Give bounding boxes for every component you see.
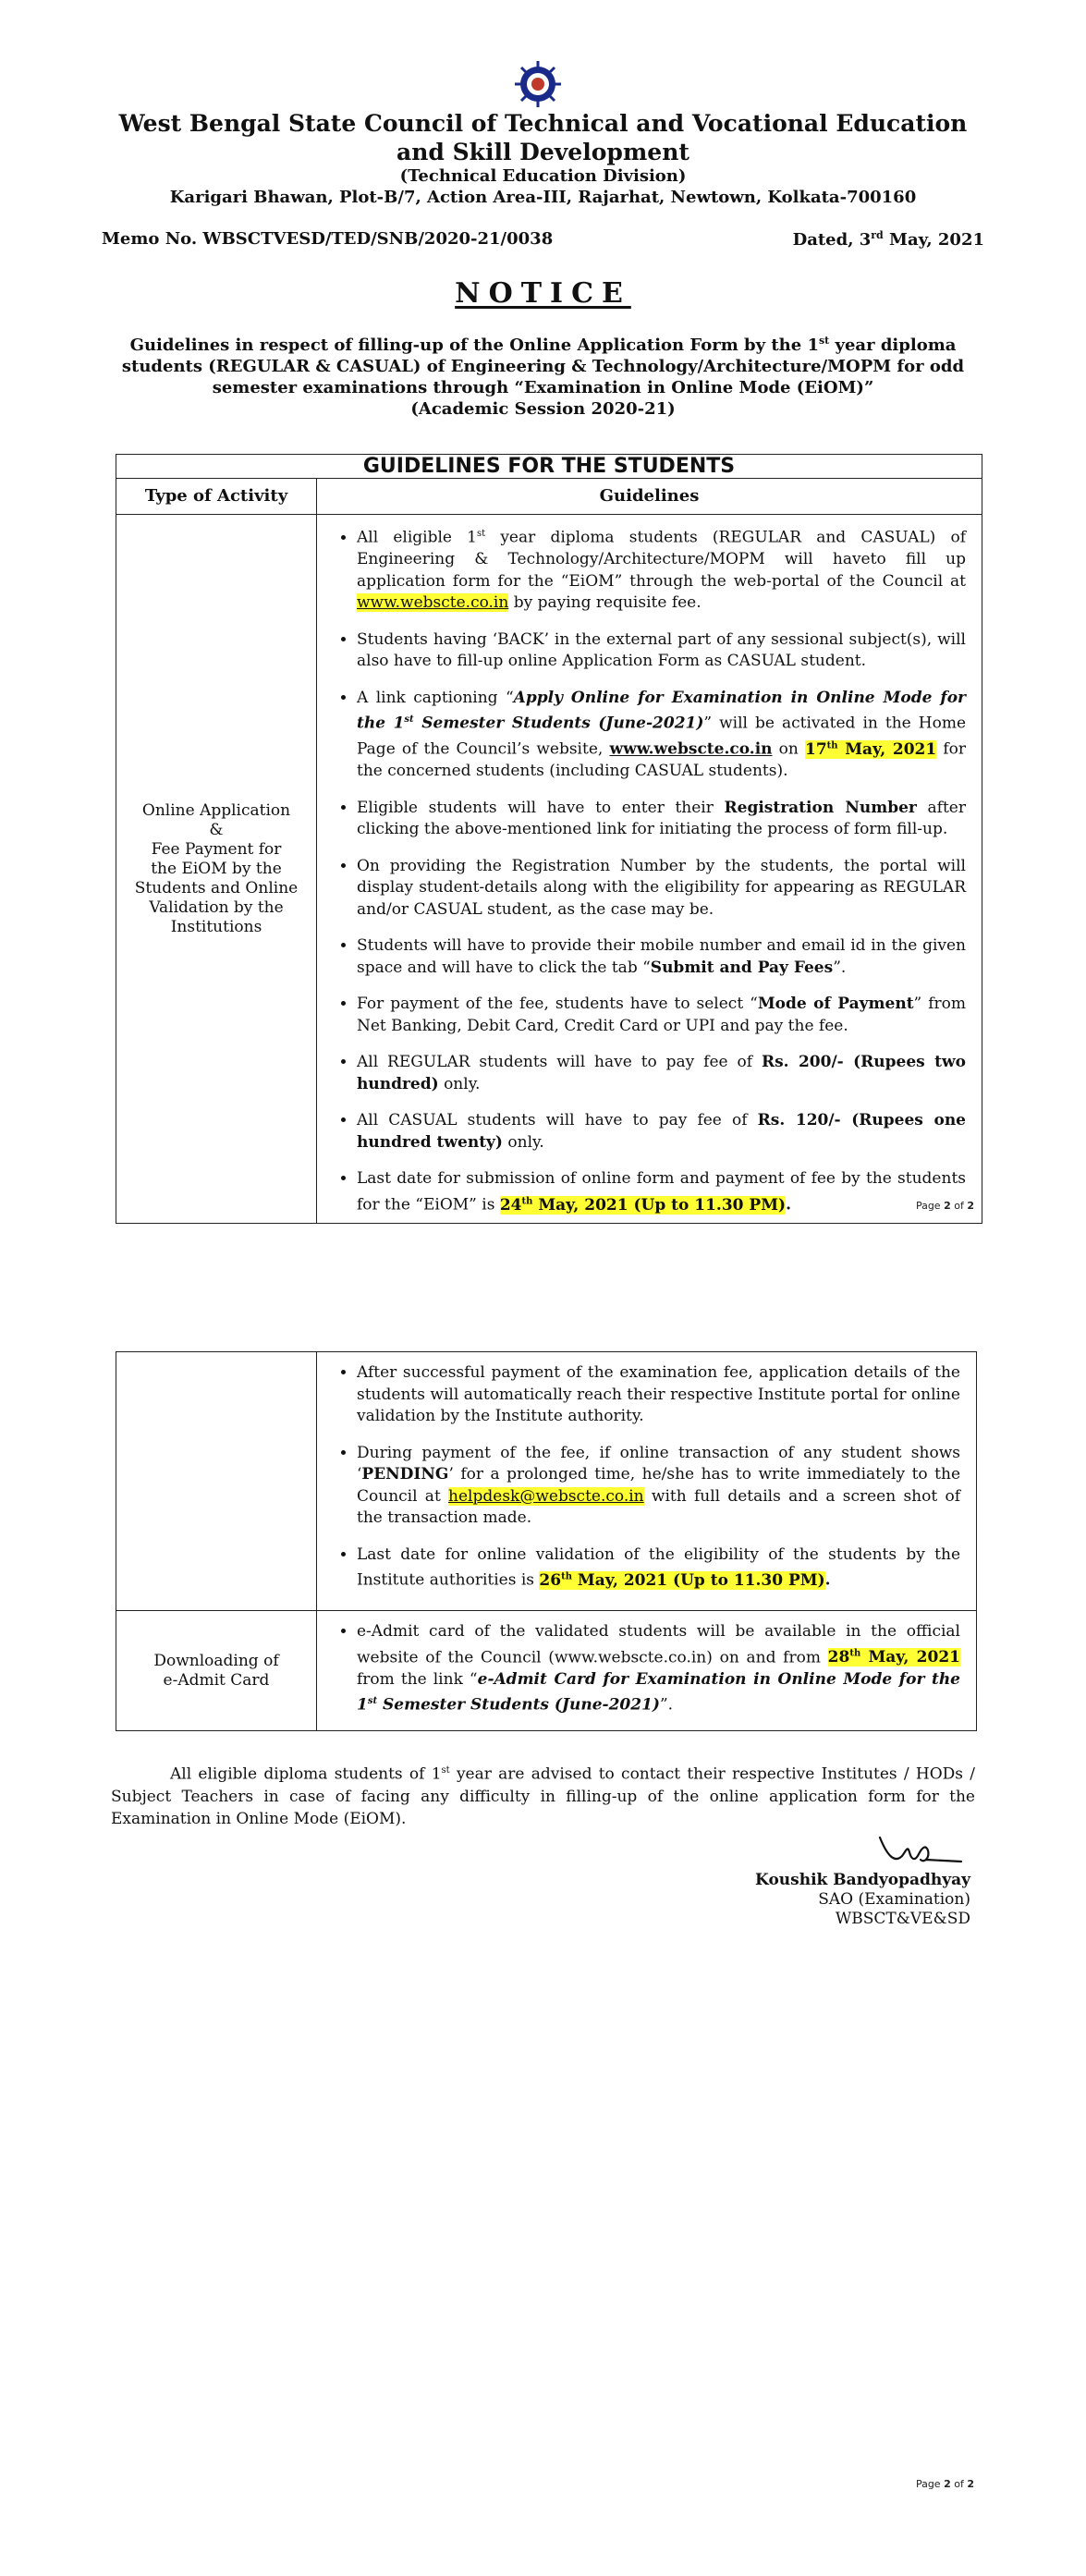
advice-paragraph: All eligible diploma students of 1st year are advised to contact their respective Institutes / HODs / Subject Teachers in case of facing any difficulty in filling-up of the online application form for the Examination in Online Mode (EiOM). [111, 1764, 975, 1828]
guideline-item: • Last date for online validation of the eligibility of the students by the Institute authorities is 26th May, 2021 (Up to 11.30 PM). [357, 1544, 960, 1593]
page-number: Page 2 of 2 [915, 1200, 974, 1212]
activity-empty-cell [116, 1352, 317, 1611]
guideline-item: • On providing the Registration Number by the students, the portal will display student-details along with the eligibility for appearing as REGULAR and/or CASUAL student, as the case may be. [357, 856, 966, 922]
memo-date: Dated, 3rd May, 2021 [792, 229, 984, 250]
col-header-guidelines: Guidelines [317, 479, 982, 515]
guideline-item: • Eligible students will have to enter their Registration Number after clicking the above-mentioned link for initiating the process of form fill-up. [357, 798, 966, 841]
council-logo [513, 59, 563, 109]
notice-title: NOTICE [455, 277, 631, 310]
memo-number: Memo No. WBSCTVESD/TED/SNB/2020-21/0038 [102, 229, 554, 249]
guidelines-table-part2 [116, 1351, 977, 1731]
address: Karigari Bhawan, Plot-B/7, Action Area-III, Rajarhat, Newtown, Kolkata-700160 [169, 188, 917, 207]
guideline-item: • e-Admit card of the validated students will be available in the official website of the Council (www.webscte.co.in) on and from 28th May, 2021 from the link “e-Admit Card for Examination in Online Mode for the 1st Semester Students (June-2021)”. [357, 1621, 960, 1716]
guideline-item: • After successful payment of the examination fee, application details of the students will automatically reach their respective Institute portal for online validation by the Institute authority. [357, 1362, 960, 1428]
org-name: West Bengal State Council of Technical and Vocational Education and Skill Development [118, 110, 968, 165]
signature [823, 1828, 970, 1876]
guideline-item: • All REGULAR students will have to pay fee of Rs. 200/- (Rupees two hundred) only. [357, 1052, 966, 1095]
guidelines-cell-2 [317, 1352, 977, 1611]
table-title: GUIDELINES FOR THE STUDENTS [116, 455, 982, 479]
col-header-activity: Type of Activity [116, 479, 317, 515]
website-link[interactable]: www.webscte.co.in [609, 739, 773, 759]
guideline-item: • All CASUAL students will have to pay fee of Rs. 120/- (Rupees one hundred twenty) only. [357, 1110, 966, 1154]
guidelines-cell-3 [317, 1611, 977, 1731]
guideline-item: • A link captioning “Apply Online for Examination in Online Mode for the 1st Semester Students (June-2021)” will be activated in the Home Page of the Council’s website, www.webscte.co.in on 17th May, 2021 for the concerned students (including CASUAL students). [357, 688, 966, 783]
guideline-item: • During payment of the fee, if online transaction of any student shows ‘PENDING’ for a prolonged time, he/she has to write immediately to the Council at helpdesk@webscte.co.in with full details and a screen shot of the transaction made. [357, 1443, 960, 1530]
signatory-block [755, 1871, 970, 1929]
signatory-designation: SAO (Examination) [818, 1890, 970, 1909]
guideline-item: • Students will have to provide their mobile number and email id in the given space and will have to click the tab “Submit and Pay Fees”. [357, 935, 966, 979]
page-number-footer: Page 2 of 2 [915, 2478, 974, 2490]
activity-online-application: Online Application & Fee Payment for the EiOM by the Students and Online Validation by the Institutions [116, 515, 317, 1224]
guideline-item: • For payment of the fee, students have to select “Mode of Payment” from Net Banking, Debit Card, Credit Card or UPI and pay the fee. [357, 994, 966, 1037]
division: (Technical Education Division) [399, 166, 687, 186]
guideline-item: • All eligible 1st year diploma students (REGULAR and CASUAL) of Engineering & Technology/Architecture/MOPM will haveto fill up application form for the “EiOM” through the web-portal of the Council at www.webscte.co.in by paying requisite fee. [357, 523, 966, 615]
signatory-org: WBSCT&VE&SD [835, 1910, 970, 1928]
signatory-name: Koushik Bandyopadhyay [755, 1871, 970, 1889]
activity-admit-card: Downloading of e-Admit Card [116, 1611, 317, 1731]
guideline-item: • Students having ‘BACK’ in the external part of any sessional subject(s), will also have to fill-up online Application Form as CASUAL student. [357, 629, 966, 673]
guidelines-table-part1 [116, 454, 982, 1224]
academic-session: (Academic Session 2020-21) [410, 399, 676, 419]
helpdesk-email-link[interactable]: helpdesk@webscte.co.in [448, 1486, 644, 1506]
website-link[interactable]: www.webscte.co.in [357, 593, 509, 613]
guideline-item: • Last date for submission of online form and payment of fee by the students for the “EiOM” is 24th May, 2021 (Up to 11.30 PM). [357, 1168, 966, 1216]
notice-subject: Guidelines in respect of filling-up of the Online Application Form by the 1st year diploma students (REGULAR & CASUAL) of Engineering & Technology/Architecture/MOPM for odd semester examinations through “Examination in Online Mode (EiOM)” (Academic Session 2020-21) [121, 335, 965, 419]
guidelines-cell-1 [317, 515, 982, 1224]
